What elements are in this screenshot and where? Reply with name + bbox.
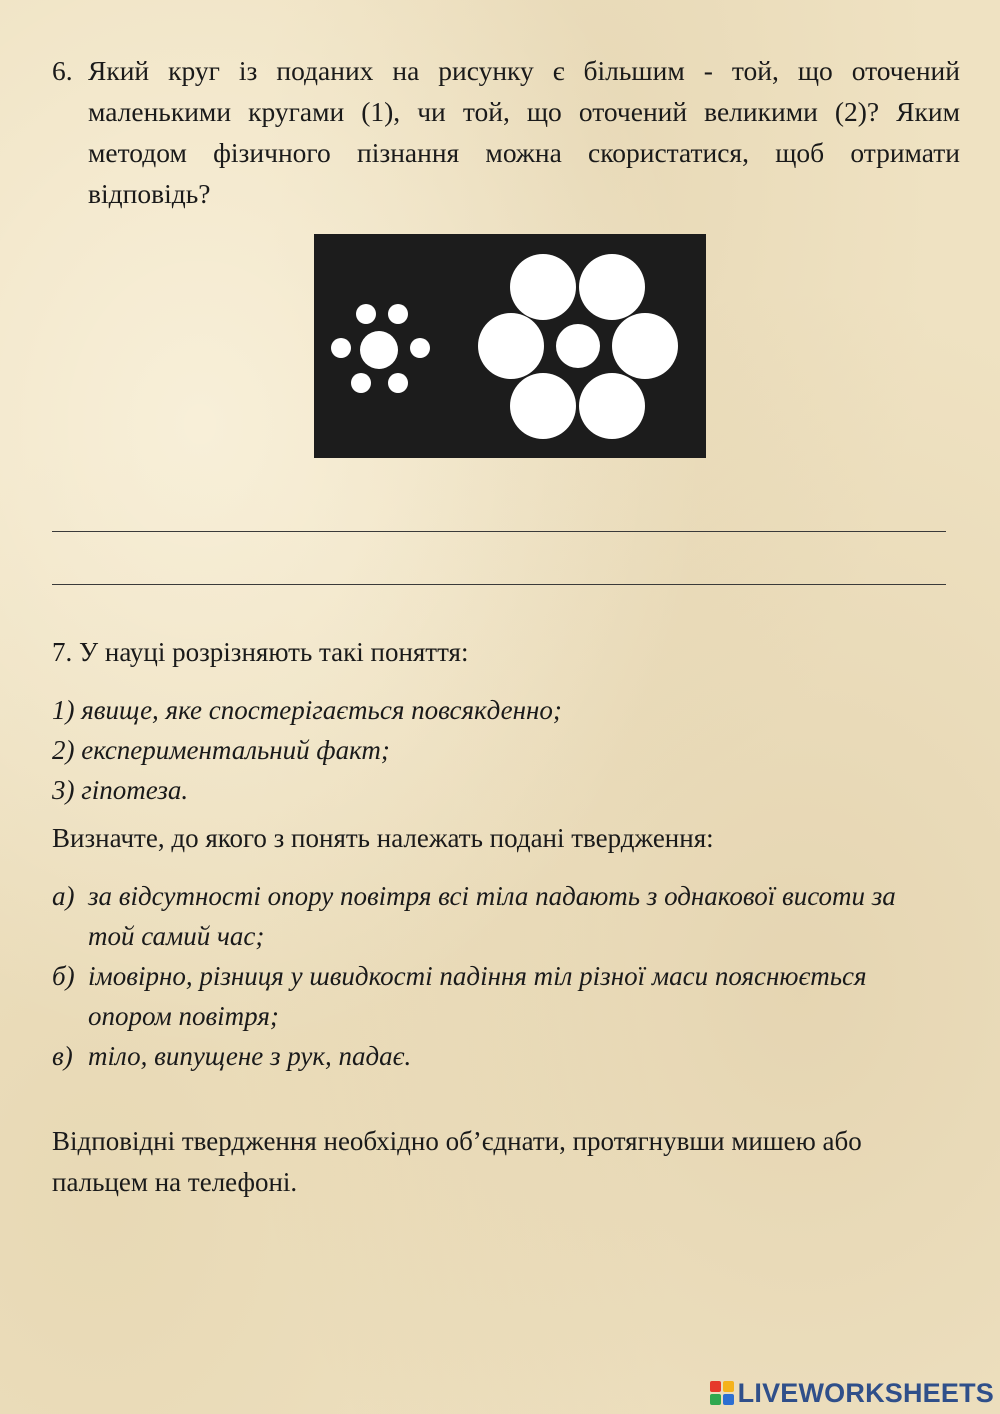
brand-name: LIVEWORKSHEETS — [737, 1377, 994, 1408]
circles-illustration — [314, 234, 706, 458]
question-7-title: 7. У науці розрізняють такі поняття: — [52, 637, 469, 667]
concepts-list — [52, 690, 562, 810]
concept-item[interactable]: 2) експериментальний факт; — [52, 735, 390, 765]
large-surrounding-circle — [612, 313, 678, 379]
small-surrounding-circle — [388, 304, 408, 324]
small-surrounding-circle — [356, 304, 376, 324]
small-surrounding-circle — [351, 373, 371, 393]
liveworksheets-logo-icon — [710, 1381, 734, 1405]
statement-label: б) — [52, 961, 75, 991]
question-7-instruction: Визначте, до якого з понять належать подані твердження: — [52, 823, 714, 853]
question-6-number: 6. — [52, 55, 73, 86]
logo-square — [710, 1394, 721, 1405]
liveworksheets-brand — [710, 1376, 994, 1410]
statement-text: імовірно, різниця у швидкості падіння тіл різної маси пояснюється опором повітря; — [88, 961, 867, 1031]
statement-item[interactable] — [52, 956, 932, 1036]
statement-item[interactable] — [52, 876, 932, 956]
instruction-note: Відповідні твердження необхідно об’єднати, протягнувши мишею або пальцем на телефоні. — [52, 1126, 862, 1197]
concept-item[interactable]: 1) явище, яке спостерігається повсякденно; — [52, 695, 562, 725]
answer-line-2[interactable] — [52, 584, 946, 585]
center-circle-1 — [360, 331, 398, 369]
question-6-text: Який круг із поданих на рисунку є більшим - той, що оточений маленькими кругами (1), чи той, що оточений великими (2)? Яким методом фізичного пізнання можна скористатися, щоб отримати відповідь? — [88, 55, 960, 209]
large-surrounding-circle — [510, 254, 576, 320]
large-surrounding-circle — [478, 313, 544, 379]
statement-label: а) — [52, 881, 75, 911]
statements-list — [52, 876, 932, 1076]
statement-text: тіло, випущене з рук, падає. — [88, 1041, 412, 1071]
large-surrounding-circle — [579, 254, 645, 320]
logo-square — [723, 1381, 734, 1392]
logo-square — [710, 1381, 721, 1392]
small-surrounding-circle — [388, 373, 408, 393]
ebbinghaus-illusion-figure — [314, 234, 706, 458]
small-surrounding-circle — [410, 338, 430, 358]
statement-label: в) — [52, 1041, 73, 1071]
center-circle-2 — [556, 324, 600, 368]
statement-item[interactable] — [52, 1036, 932, 1076]
question-6 — [52, 50, 960, 214]
large-surrounding-circle — [510, 373, 576, 439]
answer-line-1[interactable] — [52, 531, 946, 532]
concept-item[interactable]: 3) гіпотеза. — [52, 775, 189, 805]
small-surrounding-circle — [331, 338, 351, 358]
large-surrounding-circle — [579, 373, 645, 439]
logo-square — [723, 1394, 734, 1405]
statement-text: за відсутності опору повітря всі тіла падають з однакової висоти за той самий час; — [88, 881, 896, 951]
